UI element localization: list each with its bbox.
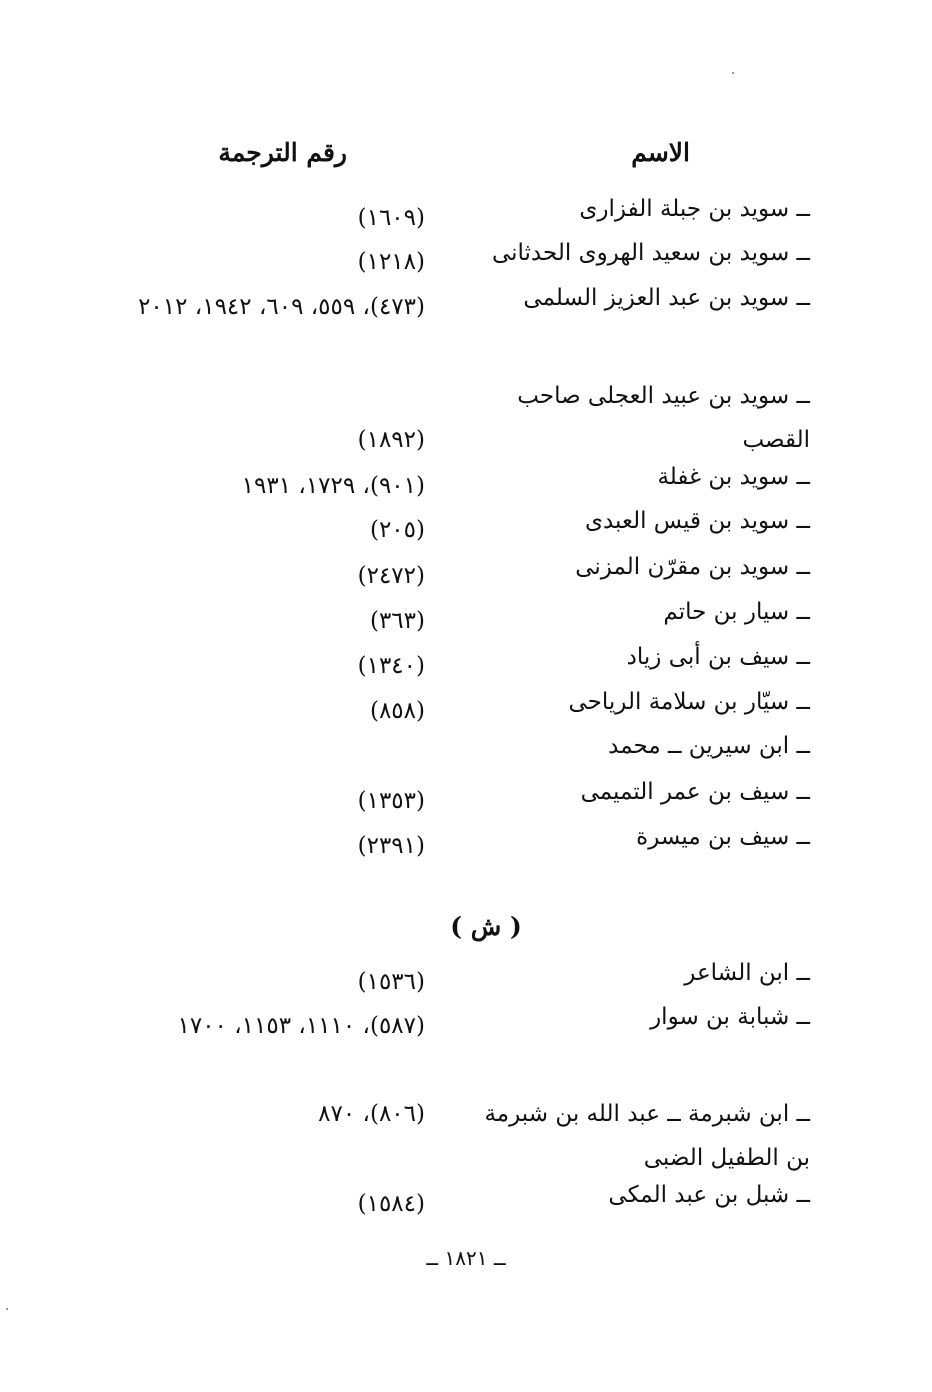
entry-name: ــ سويد بن عبيد العجلى صاحب القصب bbox=[517, 383, 810, 453]
entry-name: ــ سيف بن أبى زياد bbox=[626, 644, 810, 670]
scan-speck bbox=[732, 72, 734, 74]
entry-name: ــ سيف بن ميسرة bbox=[636, 824, 810, 850]
entry-refs: (١٣٥٣) bbox=[357, 788, 425, 814]
entry-refs: (١٥٨٤) bbox=[357, 1191, 425, 1217]
entry-name: ــ شبابة بن سوار bbox=[650, 1004, 810, 1030]
entry-name: ــ سيار بن حاتم bbox=[663, 599, 810, 625]
entry-refs: (١٦٠٩) bbox=[357, 205, 425, 231]
entry-refs: (٤٧٣)، ٥٥٩، ٦٠٩، ١٩٤٢، ٢٠١٢ bbox=[138, 294, 425, 320]
entry-refs: (١٨٩٢) bbox=[357, 427, 425, 453]
column-header-name: الاسم bbox=[631, 138, 690, 167]
scan-speck bbox=[6, 1308, 8, 1310]
entry-refs: (٨٥٨) bbox=[369, 698, 425, 724]
entry-refs: (٩٠١)، ١٧٢٩، ١٩٣١ bbox=[241, 473, 425, 499]
page-number: ــ ١٨٢١ ــ bbox=[426, 1246, 506, 1270]
entry-name: ــ سيف بن عمر التميمى bbox=[580, 779, 810, 805]
entry-refs: (١٥٣٦) bbox=[357, 969, 425, 995]
entry-refs: (٨٠٦)، ٨٧٠ bbox=[318, 1101, 425, 1127]
entry-refs: (١٣٤٠) bbox=[357, 653, 425, 679]
entry-refs: (١٢١٨) bbox=[357, 249, 425, 275]
entry-name: ــ سويد بن قيس العبدى bbox=[584, 508, 810, 534]
entry-name: ــ سويد بن غفلة bbox=[657, 464, 810, 490]
entry-name: ــ سيّار بن سلامة الرياحى bbox=[568, 689, 810, 715]
entry-name: ــ سويد بن مقرّن المزنى bbox=[575, 554, 810, 580]
entry-refs: (٢٠٥) bbox=[369, 517, 425, 543]
entry-name: ــ سويد بن سعيد الهروى الحدثانى bbox=[491, 240, 810, 266]
entry-name: ــ شبل بن عبد المكى bbox=[608, 1182, 810, 1208]
entry-name: ــ سويد بن جبلة الفزارى bbox=[579, 196, 810, 222]
entry-name: ــ ابن الشاعر bbox=[684, 960, 810, 986]
entry-name: ــ سويد بن عبد العزيز السلمى bbox=[523, 285, 810, 311]
entry-name: ــ ابن شبرمة ــ عبد الله بن شبرمة بن الطفيل الضبى bbox=[484, 1101, 810, 1171]
entry-refs: (٢٣٩١) bbox=[357, 833, 425, 859]
entry-refs: (٣٦٣) bbox=[369, 608, 425, 634]
column-header-number: رقم الترجمة bbox=[218, 138, 347, 167]
entry-refs: (٥٨٧)، ١١١٠، ١١٥٣، ١٧٠٠ bbox=[177, 1013, 425, 1039]
section-heading: ( ش ) bbox=[450, 912, 522, 941]
entry-refs: (٢٤٧٢) bbox=[357, 563, 425, 589]
entry-name: ــ ابن سيرين ــ محمد bbox=[608, 733, 810, 759]
